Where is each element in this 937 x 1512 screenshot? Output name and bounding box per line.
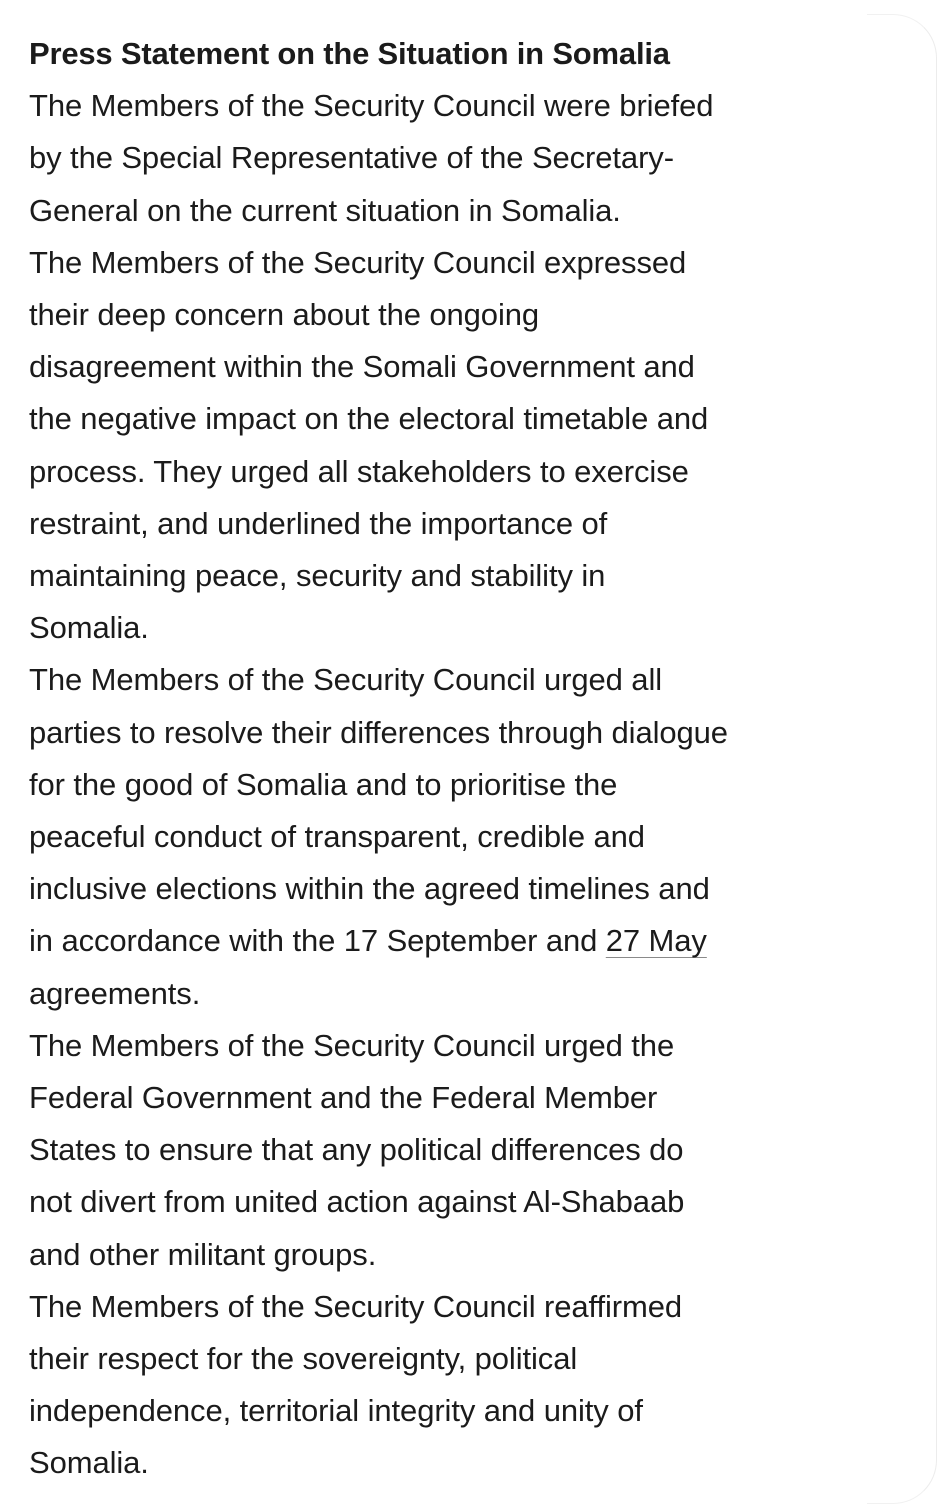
text-line: Somalia.	[29, 610, 149, 646]
paragraph-sovereignty	[29, 1281, 909, 1490]
text-line: not divert from united action against Al-Shabaab	[29, 1184, 685, 1220]
text-line: their respect for the sovereignty, political	[29, 1341, 578, 1377]
text-line: Federal Government and the Federal Member	[29, 1080, 658, 1116]
text-line: by the Special Representative of the Secretary-	[29, 140, 674, 176]
text-line: The Members of the Security Council reaffirmed	[29, 1288, 682, 1324]
text-line: restraint, and underlined the importance of	[29, 505, 608, 541]
text-line: agreements.	[29, 975, 201, 1011]
date-line-prefix: in accordance with the 17 September and	[29, 923, 606, 959]
text-line: General on the current situation in Somalia.	[29, 192, 621, 228]
text-line: peaceful conduct of transparent, credible and	[29, 819, 645, 855]
text-line: Somalia.	[29, 1445, 149, 1481]
text-line: parties to resolve their differences through dialogue	[29, 714, 728, 750]
text-line: disagreement within the Somali Government and	[29, 349, 695, 385]
text-line: independence, territorial integrity and unity of	[29, 1393, 643, 1429]
text-line: process. They urged all stakeholders to exercise	[29, 453, 689, 489]
text-line: the negative impact on the electoral timetable and	[29, 401, 709, 437]
paragraph-dialogue	[29, 654, 909, 1019]
text-line: their deep concern about the ongoing	[29, 297, 540, 333]
text-line: The Members of the Security Council urged the	[29, 1027, 675, 1063]
press-statement-text	[29, 28, 909, 1490]
text-line: The Members of the Security Council expressed	[29, 244, 687, 280]
text-line-with-date	[29, 915, 909, 967]
text-line: The Members of the Security Council were briefed	[29, 88, 714, 124]
text-line: inclusive elections within the agreed timelines and	[29, 871, 710, 907]
statement-title: Press Statement on the Situation in Somalia	[29, 36, 670, 71]
text-line: States to ensure that any political differences do	[29, 1132, 684, 1168]
text-line: and other militant groups.	[29, 1236, 377, 1272]
text-line: maintaining peace, security and stability in	[29, 558, 606, 594]
paragraph-concern	[29, 237, 909, 655]
text-line: for the good of Somalia and to prioritise the	[29, 766, 618, 802]
date-link[interactable]: 27 May	[605, 923, 707, 959]
text-line: The Members of the Security Council urged all	[29, 662, 663, 698]
paragraph-federal	[29, 1020, 909, 1281]
paragraph-briefing	[29, 80, 909, 237]
